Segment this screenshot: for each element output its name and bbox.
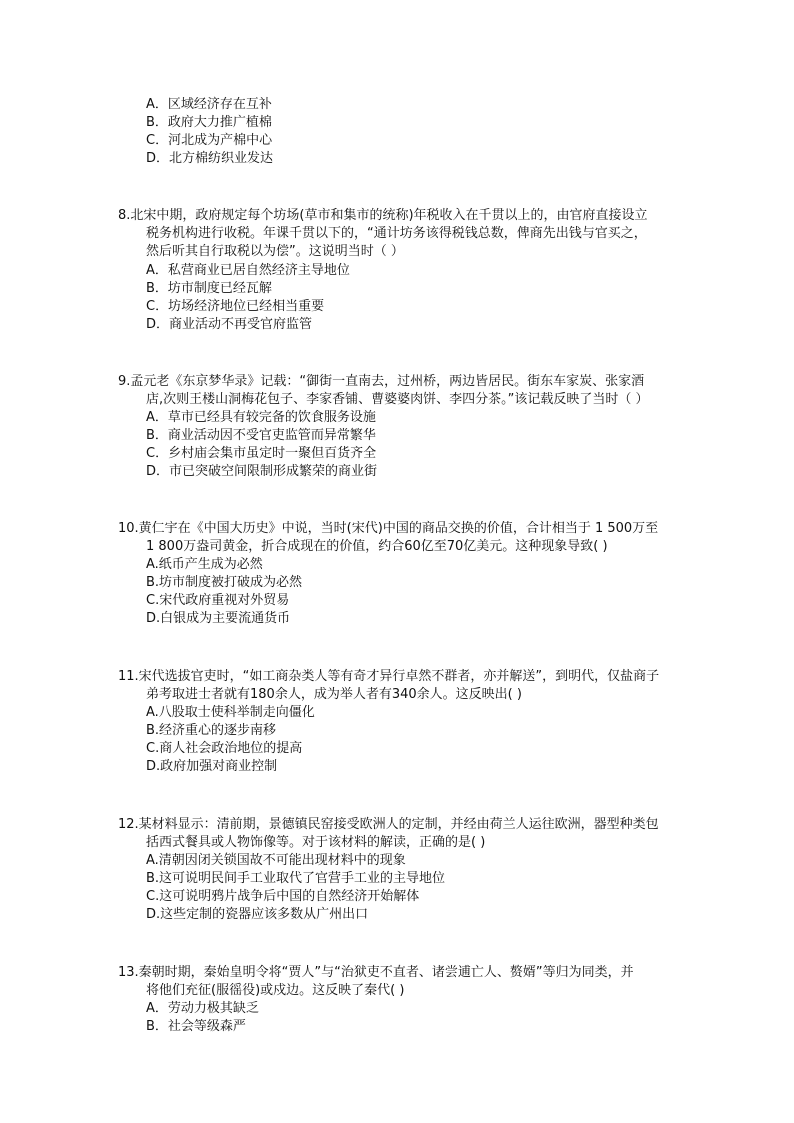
q9-stem-line-1: 9.孟元老《东京梦华录》记载：“御街一直南去，过州桥，两边皆居民。街东车家炭、张家酒	[118, 374, 645, 389]
q10-stem-line-2: 1 800万盎司黄金，折合成现在的价值，约合60亿至70亿美元。这种现象导致( )	[146, 539, 608, 554]
q11-option-d: D.政府加强对商业控制	[146, 759, 278, 774]
q13-stem-line-2: 将他们充征(服徭役)或戍边。这反映了秦代( )	[146, 983, 405, 998]
q9-option-a: A．草市已经具有较完备的饮食服务设施	[146, 410, 376, 425]
q8-option-c: C．坊场经济地位已经相当重要	[146, 299, 325, 314]
q7-option-a: A．区域经济存在互补	[146, 97, 272, 112]
q12-option-c: C.这可说明鸦片战争后中国的自然经济开始解体	[146, 889, 420, 904]
q11-option-a: A.八股取士使科举制走向僵化	[146, 705, 315, 720]
q9-option-d: D．市已突破空间限制形成繁荣的商业街	[146, 464, 378, 479]
q8-option-d: D．商业活动不再受官府监管	[146, 317, 313, 332]
q8-stem-line-3: 然后听其自行取税以为偿”。这说明当时（ ）	[146, 244, 404, 259]
q8-option-a: A．私营商业已居自然经济主导地位	[146, 263, 350, 278]
q10-stem-line-1: 10.黄仁宇在《中国大历史》中说，当时(宋代)中国的商品交换的价值，合计相当于 1 500万至	[118, 521, 659, 536]
q8-stem-line-1: 8.北宋中期，政府规定每个坊场(草市和集市的统称)年税收入在千贯以上的，由官府直接设立	[118, 208, 648, 223]
q12-stem-line-2: 括西式餐具或人物饰像等。对于该材料的解读，正确的是( )	[146, 835, 486, 850]
q11-option-c: C.商人社会政治地位的提高	[146, 741, 303, 756]
q7-option-c: C．河北成为产棉中心	[146, 133, 273, 148]
q9-option-b: B．商业活动因不受官吏监管而异常繁华	[146, 428, 376, 443]
q13-option-a: A．劳动力极其缺乏	[146, 1001, 259, 1016]
q9-stem-line-2: 店,次则王楼山洞梅花包子、李家香铺、曹婆婆肉饼、李四分茶。”该记载反映了当时（ ）	[146, 392, 649, 407]
q12-option-a: A.清朝因闭关锁国故不可能出现材料中的现象	[146, 853, 406, 868]
q12-option-b: B.这可说明民间手工业取代了官营手工业的主导地位	[146, 871, 446, 886]
q7-option-b: B．政府大力推广植棉	[146, 115, 272, 130]
q11-stem-line-1: 11.宋代选拔官吏时，“如工商杂类人等有奇才异行卓然不群者，亦并解送”，到明代，仅盐商子	[118, 669, 660, 684]
q8-stem-line-2: 税务机构进行收税。年课千贯以下的，“通计坊务该得税钱总数，俾商先出钱与官买之，	[146, 226, 647, 241]
q9-option-c: C．乡村庙会集市虽定时一聚但百货齐全	[146, 446, 377, 461]
q8-option-b: B．坊市制度已经瓦解	[146, 281, 272, 296]
q10-option-b: B.坊市制度被打破成为必然	[146, 575, 303, 590]
q10-option-c: C.宋代政府重视对外贸易	[146, 593, 290, 608]
q12-stem-line-1: 12.某材料显示：清前期，景德镇民窑接受欧洲人的定制，并经由荷兰人运往欧洲，器型种类包	[118, 817, 659, 832]
q11-stem-line-2: 弟考取进士者就有180余人，成为举人者有340余人。这反映出( )	[146, 687, 522, 702]
q10-option-d: D.白银成为主要流通货币	[146, 611, 291, 626]
q12-option-d: D.这些定制的瓷器应该多数从广州出口	[146, 907, 369, 922]
q11-option-b: B.经济重心的逐步南移	[146, 723, 277, 738]
q13-option-b: B．社会等级森严	[146, 1019, 246, 1034]
q10-option-a: A.纸币产生成为必然	[146, 557, 263, 572]
q7-option-d: D．北方棉纺织业发达	[146, 151, 274, 166]
q13-stem-line-1: 13.秦朝时期，秦始皇明令将“贾人”与“治狱吏不直者、诸尝逋亡人、赘婿”等归为同类，并	[118, 965, 634, 980]
